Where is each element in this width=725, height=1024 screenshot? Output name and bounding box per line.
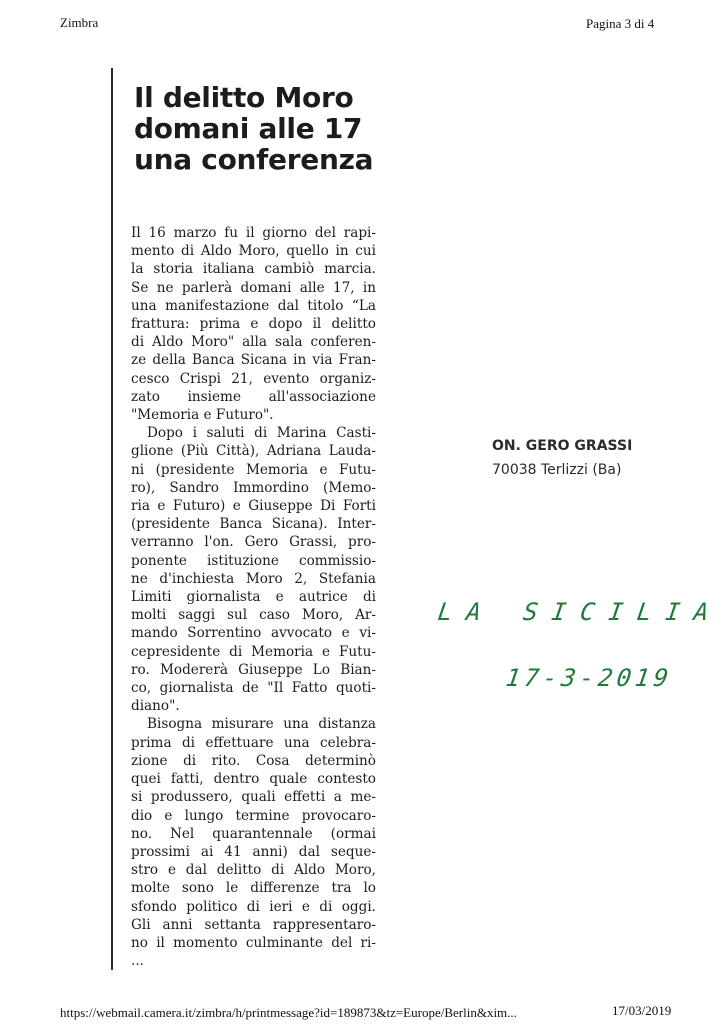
body-line: ne d'inchiesta Moro 2, Stefania [131,570,376,587]
body-line: quei fatti, dentro quale contesto [131,771,376,788]
body-line: diano". [131,698,180,715]
body-line: verranno l'on. Gero Grassi, pro- [131,534,376,551]
handwritten-date: 17-3-2019 [504,664,675,692]
body-line: Dopo i saluti di Marina Casti- [147,425,376,442]
stamp-city: 70038 Terlizzi (Ba) [492,462,622,478]
headline-line: Il delitto Moro [134,81,354,114]
body-line: no il momento culminante del ri- [131,934,376,951]
column-divider [111,68,113,970]
body-line: ponente istituzione commissio- [131,552,376,569]
body-line: ze della Banca Sicana in via Fran- [131,352,376,369]
body-line: Il 16 marzo fu il giorno del rapi- [131,225,376,241]
body-line: ria e Futuro) e Giuseppe Di Forti [131,498,376,515]
print-footer-date: 17/03/2019 [612,1003,672,1018]
print-footer-url: https://webmail.camera.it/zimbra/h/printmessage?id=189873&tz=Europe/Berlin&xim... [60,1005,517,1020]
handwritten-newspaper-name: LA SICILIA [436,598,725,626]
body-line: glione (Più Città), Adriana Lauda- [131,443,376,460]
body-line: cepresidente di Memoria e Futu- [131,643,376,660]
body-line: la storia italiana cambiò marcia. [131,261,376,278]
stamp-name: ON. GERO GRASSI [492,438,633,454]
article-body [131,224,376,970]
office-stamp [492,434,632,482]
body-line: Limiti giornalista e autrice di [131,589,376,606]
body-line: prima di effettuare una celebra- [131,734,376,751]
body-line: ni (presidente Memoria e Futu- [131,461,376,478]
body-line: cesco Crispi 21, evento organiz- [131,370,376,387]
body-line: co, giornalista de "Il Fatto quoti- [131,680,376,697]
body-line: (presidente Banca Sicana). Inter- [131,516,376,533]
body-line: molte sono le differenze tra lo [131,880,376,897]
body-line: ro. Modererà Giuseppe Lo Bian- [131,661,376,678]
body-line: mando Sorrentino avvocato e vi- [131,625,376,642]
body-line: molti saggi sul caso Moro, Ar- [131,607,376,624]
body-line: Se ne parlerà domani alle 17, in [131,279,376,296]
body-line: prossimi ai 41 anni) dal seque- [131,843,376,860]
body-line: dio e lungo termine provocaro- [131,807,376,824]
print-header-page-number: Pagina 3 di 4 [586,16,655,31]
body-line: mento di Aldo Moro, quello in cui [131,243,376,260]
print-header-app-name: Zimbra [60,15,99,30]
body-line: Gli anni settanta rappresentaro- [131,916,376,933]
body-line: di Aldo Moro" alla sala conferen- [131,334,376,351]
body-line-cut: ... [131,953,144,970]
body-line: frattura: prima e dopo il delitto [131,316,376,333]
body-line: stro e dal delitto di Aldo Moro, [131,862,376,879]
body-line: no. Nel quarantennale (ormai [131,825,376,842]
body-line: sfondo politico di ieri e di oggi. [131,898,376,915]
article-headline [134,82,404,175]
headline-line: domani alle 17 [134,112,363,145]
body-line: ro), Sandro Immordino (Memo- [131,479,376,496]
body-line: "Memoria e Futuro". [131,407,274,424]
body-line: si produssero, quali effetti a me- [131,789,376,806]
body-line: zato insieme all'associazione [131,388,376,405]
body-line: una manifestazione dal titolo “La [131,297,376,314]
body-line: Bisogna misurare una distanza [147,716,376,733]
headline-line: una conferenza [134,143,374,176]
body-line: zione di rito. Cosa determinò [131,752,376,769]
